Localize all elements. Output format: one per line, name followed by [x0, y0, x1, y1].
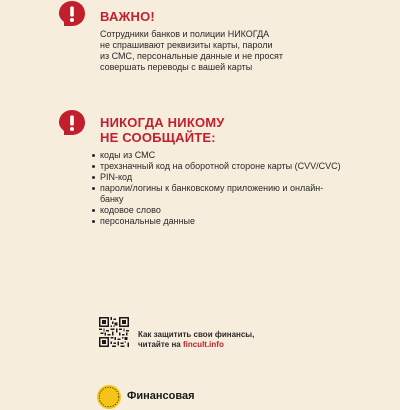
important-line: Сотрудники банков и полиции НИКОГДА — [100, 29, 270, 39]
important-line: из СМС, персональные данные и не просят — [100, 51, 283, 61]
exclamation-icon — [58, 109, 86, 137]
list-item: кодовое слово — [92, 205, 342, 216]
exclamation-icon — [58, 0, 86, 28]
important-line: не спрашивают реквизиты карты, пароли — [100, 40, 273, 50]
important-paragraph — [100, 29, 340, 73]
never-tell-list — [92, 150, 342, 227]
list-item: персональные данные — [92, 216, 342, 227]
important-line: совершать переводы с вашей карты — [100, 62, 253, 72]
heading-line: НЕ СООБЩАЙТЕ: — [100, 130, 216, 145]
fincult-link[interactable]: fincult.info — [182, 340, 224, 349]
logo-text: Финансовая — [127, 390, 195, 402]
fincult-note-line — [138, 340, 308, 350]
fincult-note-line: Как защитить свои финансы, — [138, 330, 255, 339]
heading-line: НИКОГДА НИКОМУ — [100, 115, 225, 130]
fincult-note — [138, 330, 308, 350]
list-item: PIN-код — [92, 172, 342, 183]
list-item: трехзначный код на оборотной стороне карты (CVV/CVC) — [92, 161, 342, 172]
fincult-note-prefix: читайте на — [138, 340, 183, 349]
list-item: пароли/логины к банковскому приложению и онлайн-банку — [92, 183, 342, 205]
financial-culture-logo-icon — [96, 384, 122, 410]
section-heading-important: ВАЖНО! — [100, 9, 155, 24]
section-heading-never-tell — [100, 115, 225, 145]
qr-code-icon[interactable] — [99, 317, 129, 347]
list-item: коды из СМС — [92, 150, 342, 161]
